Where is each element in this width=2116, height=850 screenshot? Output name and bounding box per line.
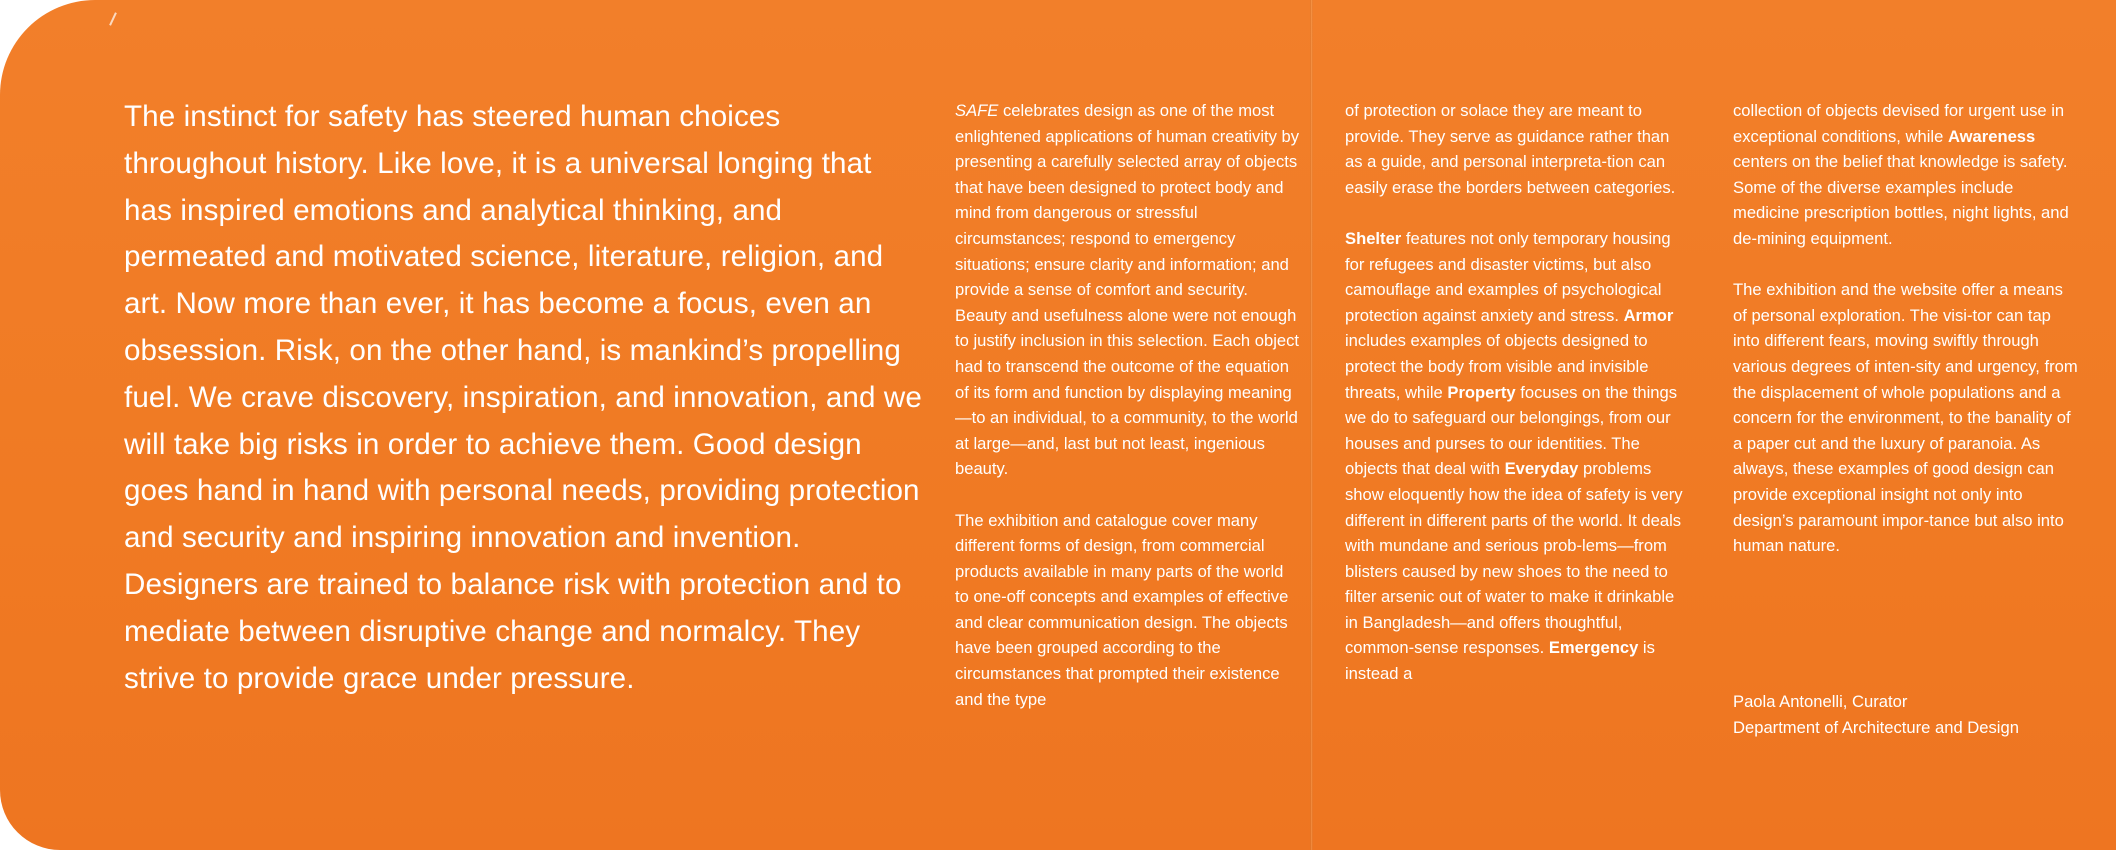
column2-paragraph-2 — [1345, 226, 1690, 687]
column3-p1-text-b: centers on the belief that knowledge is safety. Some of the diverse examples include medicine prescription bottles, night lights, and de-mining equipment. — [1733, 152, 2069, 248]
corner-mark — [109, 12, 117, 26]
category-shelter: Shelter — [1345, 228, 1402, 248]
intro-text — [124, 94, 924, 702]
fold-line — [1310, 0, 1313, 850]
category-armor: Armor — [1623, 305, 1674, 325]
emergency-text: is instead a — [1345, 638, 1655, 684]
curator-name: Paola Antonelli, Curator — [1733, 692, 1908, 711]
curator-department: Department of Architecture and Design — [1733, 717, 2019, 737]
category-awareness: Awareness — [1947, 126, 2036, 146]
shelter-text: features not only temporary housing for refugees and disaster victims, but also camouflage and examples of psychological protection against anxiety and stress. — [1345, 228, 1671, 325]
everyday-text: problems show eloquently how the idea of safety is very different in different parts of the world. It deals with mundane and serious prob-lems—from blisters caused by new shoes to the need to filter arsenic out of water to make it drinkable in Bangladesh—and offers thoughtful, common-sense responses. — [1345, 459, 1683, 658]
category-emergency: Emergency — [1548, 638, 1639, 658]
column2-paragraph-1: of protection or solace they are meant to provide. They serve as guidance rather than as a guide, and personal interpreta-tion can easily erase the borders between categories. — [1345, 101, 1676, 197]
intro-paragraph: The instinct for safety has steered human choices throughout history. Like love, it is a universal longing that has inspired emotions and analytical thinking, and permeated and motivated science, literature, religion, and art. Now more than ever, it has become a focus, even an obsession. Risk, on the other hand, is mankind’s propelling fuel. We crave discovery, inspiration, and innovation, and we will take big risks in order to achieve them. Good design goes hand in hand with personal needs, providing protection and security and inspiring innovation and invention. Designers are trained to balance risk with protection and to mediate between disruptive change and normalcy. They strive to provide grace under pressure. — [124, 100, 922, 695]
text-column-3 — [1733, 98, 2078, 584]
property-text: focuses on the things we do to safeguard our belongings, from our houses and purses to our identities. The objects that deal with — [1345, 382, 1678, 479]
text-column-1 — [955, 98, 1300, 738]
column1-p1-text: celebrates design as one of the most enlightened applications of human creativity by presenting a carefully selected array of objects that have been designed to protect body and mind from dangerous or stressful circumstances; respond to emergency situations; ensure clarity and information; and provide a sense of comfort and security. Beauty and usefulness alone were not enough to justify inclusion in this selection. Each object had to transcend the outcome of the equation of its form and function by displaying meaning—to an individual, to a community, to the world at large—and, last but not least, ingenious beauty. — [955, 101, 1300, 479]
column1-paragraph-1 — [955, 98, 1300, 482]
column1-paragraph-2: The exhibition and catalogue cover many different forms of design, from commercial products available in many parts of the world to one-off concepts and examples of effective and clear communication design. The objects have been grouped according to the circumstances that prompted their existence and the type — [955, 510, 1289, 709]
column3-paragraph-2: The exhibition and the website offer a means of personal exploration. The visi-tor can tap into different fears, moving swiftly through various degrees of inten-sity and urgency, from the displacement of whole populations and a concern for the environment, to the banality of a paper cut and the luxury of paranoia. As always, these examples of good design can provide exceptional insight not only into design’s paramount impor-tance but also into human nature. — [1733, 280, 2078, 556]
column3-paragraph-1 — [1733, 98, 2078, 252]
text-column-2 — [1345, 98, 1690, 712]
safe-title: SAFE — [955, 101, 999, 120]
column3-p1-text-a: collection of objects devised for urgent use in exceptional conditions, while — [1733, 101, 2065, 146]
category-everyday: Everyday — [1504, 459, 1579, 479]
category-property: Property — [1447, 382, 1516, 402]
armor-text: includes examples of objects designed to protect the body from visible and invisible threats, while — [1345, 331, 1649, 402]
signature-block — [1733, 689, 2078, 740]
